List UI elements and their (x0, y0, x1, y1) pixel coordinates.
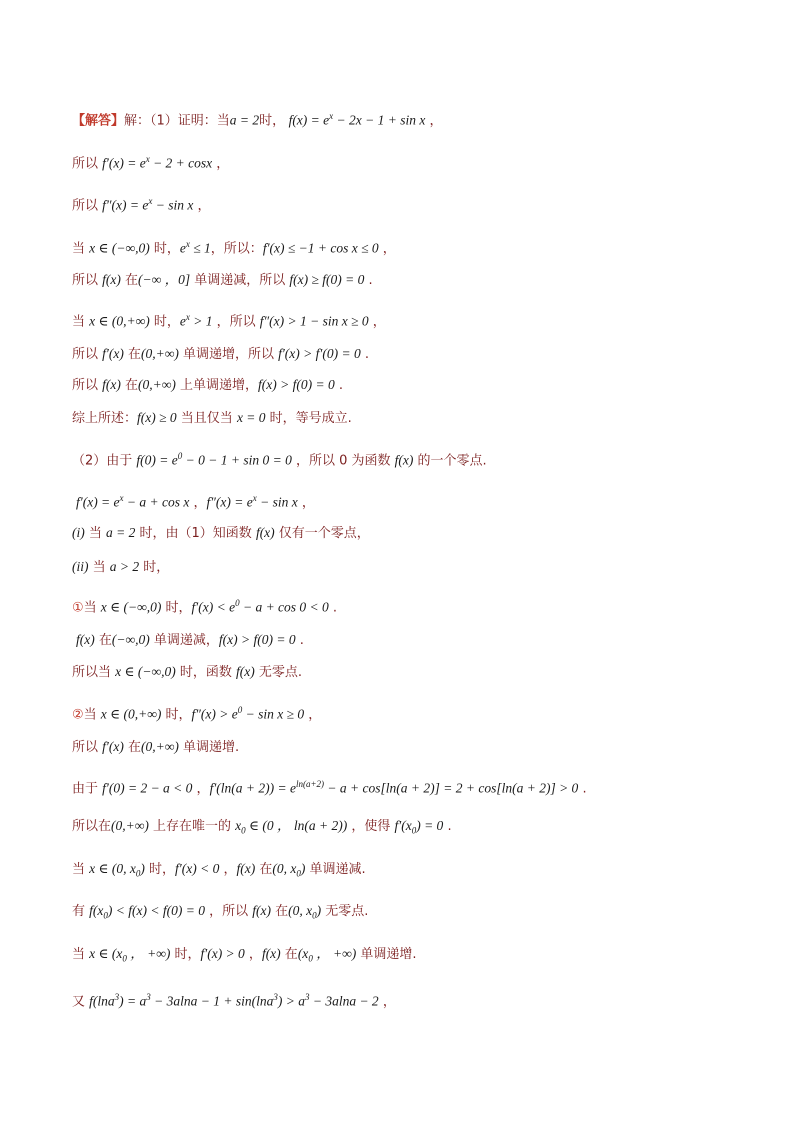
text-line (72, 308, 386, 331)
math-text: (x (297, 946, 309, 961)
math-text: 0 (235, 598, 240, 608)
line-text: 所以 (72, 378, 103, 393)
line-text: . (360, 347, 369, 362)
text-line (72, 150, 229, 173)
line-text: ， (304, 707, 322, 723)
line-text: 无零点. (254, 665, 302, 680)
line-text: 时，函数 (175, 665, 236, 680)
line-text: ， (378, 241, 396, 257)
math-text: ) = 0 (416, 818, 444, 833)
math-text: − a + cos x (123, 494, 190, 510)
math-text: ≤ 1 (189, 240, 211, 256)
math-text: x = 0 (236, 410, 266, 425)
line-text: 单调递减， (149, 633, 219, 648)
line-text: 时， (259, 113, 286, 129)
line-text: . (578, 781, 587, 797)
line-text: 的一个零点. (413, 453, 487, 469)
line-text: ， (192, 781, 210, 797)
math-text: (0, x (288, 903, 313, 918)
math-text: x ∈ (0,+∞) (100, 706, 162, 722)
line-text: 时， (161, 707, 192, 723)
line-text: ， (244, 947, 262, 962)
math-text: x (145, 154, 150, 164)
line-text: 有 (72, 904, 90, 919)
line-text: 时， (161, 600, 192, 616)
math-text: 0 (411, 825, 417, 836)
math-text: ) = a (119, 993, 147, 1009)
math-text: f″(x) > e (191, 706, 238, 722)
math-text: f′(0) = 2 − a < 0 (102, 780, 193, 796)
line-text: 所以当 (72, 665, 116, 680)
math-text: f′(x) < e (191, 599, 236, 615)
math-text: f(x) (102, 272, 121, 287)
math-text: − 3alna − 1 + sin(lna (150, 993, 274, 1009)
line-text: 又 (72, 994, 90, 1010)
math-text: 0 (237, 705, 243, 715)
text-line (72, 107, 443, 130)
math-text: − sin x (256, 494, 298, 510)
line-text: 当 (72, 862, 90, 877)
line-text: 当 (83, 707, 101, 723)
math-text: f(x) (102, 377, 121, 392)
math-text: 3 (146, 992, 151, 1002)
text-line (72, 594, 337, 617)
line-text: 所以 (72, 273, 103, 288)
math-text: 0 (177, 451, 183, 461)
text-line (72, 409, 352, 428)
line-text: ， (378, 994, 396, 1010)
math-text: f′(x) < 0 (175, 861, 220, 876)
text-line (72, 447, 487, 470)
math-text: (−∞ ，0] (138, 272, 191, 287)
line-text: 单调递减，所以 (190, 273, 290, 288)
line-text: 在 (280, 947, 298, 962)
text-line (72, 345, 369, 364)
math-text: f(x) ≥ f(0) = 0 (289, 272, 365, 287)
math-text: ) > a (277, 993, 305, 1009)
line-text: ， (219, 862, 237, 877)
math-text: 0 (241, 825, 246, 836)
math-text: − 2 + cosx (149, 155, 213, 171)
line-text: ② (72, 707, 84, 723)
math-text: − a + cos[ln(a + 2)] = 2 + cos[ln(a + 2)] > 0 (324, 780, 579, 796)
text-line (72, 376, 343, 395)
text-line (76, 631, 304, 650)
math-text: (0,+∞) (140, 346, 179, 361)
text-line (72, 271, 373, 290)
line-text: ， (193, 198, 211, 214)
line-text: 所以在 (72, 819, 112, 834)
math-text: ) (300, 861, 306, 876)
text-line (72, 988, 396, 1011)
line-text: 单调递增，所以 (178, 347, 279, 362)
line-text: ① (72, 600, 84, 616)
math-text: ln(a+2) (295, 779, 325, 789)
line-text: 单调递增. (356, 947, 417, 962)
line-text: 在 (94, 633, 112, 648)
math-text: − 3alna − 2 (309, 993, 379, 1009)
math-text: f(x) (236, 861, 256, 876)
line-text: . (295, 633, 304, 648)
line-text: ，使得 (347, 819, 395, 834)
line-text: ， (189, 495, 207, 511)
math-text: f′(x) > 0 (200, 946, 245, 961)
line-text: ， (212, 156, 230, 172)
math-text: 0 (308, 953, 313, 964)
answer-label: 【解答】 (72, 113, 125, 129)
line-text: 在 (120, 273, 139, 288)
text-line (72, 524, 370, 543)
line-text: ，所以 (212, 314, 260, 330)
math-text: f(x (89, 903, 104, 918)
text-line (72, 860, 366, 883)
math-text: ) (140, 861, 145, 876)
math-text: 0 (312, 910, 317, 921)
math-text: x (185, 312, 190, 322)
math-text: x ∈ (−∞,0) (115, 664, 176, 679)
math-text: f(lna (89, 993, 115, 1009)
line-text: 当且仅当 (176, 411, 237, 426)
math-text: f(x) > f(0) = 0 (218, 632, 296, 647)
math-text: f′(x (394, 818, 412, 833)
math-text: − 0 − 1 + sin 0 = 0 (182, 452, 292, 468)
math-text: 0 (103, 910, 108, 921)
text-line (72, 817, 452, 840)
math-text: f′(x) = e (102, 155, 146, 171)
line-text: . (443, 819, 452, 834)
line-text: 仅有一个零点， (274, 526, 370, 541)
math-text: e (179, 313, 186, 329)
math-text: ∈ (0 ， ln(a + 2)) (245, 818, 348, 833)
math-text: x (252, 493, 257, 503)
math-text: − a + cos 0 < 0 (239, 599, 329, 615)
text-line (72, 192, 210, 215)
math-text: 3 (114, 992, 120, 1002)
line-text: 无零点. (321, 904, 369, 919)
line-text: 在 (123, 740, 141, 755)
line-text: 时， (139, 560, 170, 575)
math-text: − sin x ≥ 0 (242, 706, 305, 722)
line-text: ， (368, 314, 386, 330)
line-text: 当 (88, 560, 110, 575)
math-text: f(x) (255, 525, 275, 540)
line-text: （2）由于 (72, 453, 137, 469)
line-text: 当 (72, 241, 90, 257)
text-line (72, 663, 302, 682)
line-text: 当 (72, 314, 90, 330)
line-text: 所以 (72, 156, 103, 172)
math-text: (0,+∞) (111, 818, 149, 833)
text-line (72, 701, 321, 724)
math-text: (0, x (272, 861, 297, 876)
math-text: x (329, 111, 334, 121)
line-text: 上存在唯一的 (148, 819, 236, 834)
math-text: (0,+∞) (140, 739, 179, 754)
line-text: 当 (84, 526, 107, 541)
math-text: f′(ln(a + 2)) = e (209, 780, 296, 796)
math-text: ) < f(x) < f(0) = 0 (107, 903, 205, 918)
math-text: a > 2 (109, 559, 140, 574)
text-line (72, 738, 239, 757)
math-text: ， +∞) (312, 946, 357, 961)
math-text: 0 (296, 868, 301, 879)
line-text: ， (297, 495, 315, 511)
math-text: x (119, 493, 124, 503)
math-text: (i) (72, 525, 85, 540)
math-text: a = 2 (229, 112, 260, 128)
line-text: 上单调递增， (175, 378, 259, 393)
math-text: 0 (135, 868, 141, 879)
math-text: x ∈ (0,+∞) (89, 313, 150, 329)
line-text: 时，等号成立. (265, 411, 352, 426)
line-text: 综上所述： (72, 411, 138, 426)
line-text: 时， (149, 241, 180, 257)
text-line (72, 775, 587, 798)
text-line (72, 558, 169, 577)
math-text: f(x) (236, 664, 255, 679)
line-text: 在 (120, 378, 139, 393)
line-text: 所以 (72, 347, 103, 362)
math-text: f′(x) > f′(0) = 0 (278, 346, 361, 361)
math-text: 3 (304, 992, 310, 1002)
line-text: ，所以 0 为函数 (291, 453, 395, 469)
line-text: 在 (255, 862, 273, 877)
line-text: 解：（1）证明：当 (124, 113, 230, 129)
math-text: f(x) ≥ 0 (137, 410, 177, 425)
line-text: ， (425, 113, 443, 129)
math-text: ， +∞) (126, 946, 171, 961)
math-text: x ∈ (−∞,0) (89, 240, 150, 256)
line-text: 单调递减. (305, 862, 366, 877)
math-text: f″(x) = e (206, 494, 253, 510)
math-text: x (235, 818, 242, 833)
line-text: . (328, 600, 338, 616)
math-text: ) (316, 903, 322, 918)
math-text: 3 (273, 992, 278, 1002)
math-text: f′(x) (102, 346, 124, 361)
math-text: x (148, 196, 153, 206)
math-text: f(x) (76, 632, 95, 647)
math-text: 0 (122, 953, 127, 964)
line-text: 所以 (72, 198, 103, 214)
math-text: (−∞,0) (111, 632, 150, 647)
math-text: f′(x) ≤ −1 + cos x ≤ 0 (262, 240, 379, 256)
math-text: f′(x) (102, 739, 124, 754)
line-text: 所以 (72, 740, 103, 755)
text-line (72, 902, 368, 925)
line-text: 当 (72, 947, 90, 962)
math-text: − sin x (152, 197, 194, 213)
text-line (72, 235, 396, 258)
line-text: 时， (170, 947, 201, 962)
math-text: f(x) (261, 946, 281, 961)
math-text: f(0) = e (136, 452, 178, 468)
math-text: (ii) (72, 559, 89, 574)
math-text: f′(x) = e (76, 494, 120, 510)
math-text: f(x) (394, 452, 414, 468)
math-text: x ∈ (−∞,0) (100, 599, 162, 615)
line-text: 时，由（1）知函数 (135, 526, 256, 541)
line-text: 时， (149, 314, 180, 330)
math-text: f(x) (252, 903, 271, 918)
math-text: a = 2 (106, 525, 136, 540)
math-text: x ∈ (x (89, 946, 123, 961)
line-text: 在 (270, 904, 289, 919)
line-text: 当 (83, 600, 101, 616)
line-text: . (364, 273, 373, 288)
math-text: x ∈ (0, x (89, 861, 136, 876)
math-text: f(x) = e (285, 112, 330, 128)
text-line (76, 489, 315, 512)
text-line (72, 945, 417, 968)
math-text: f″(x) > 1 − sin x ≥ 0 (259, 313, 369, 329)
line-text: . (334, 378, 343, 393)
line-text: ，所以： (210, 241, 263, 257)
math-text: f″(x) = e (102, 197, 149, 213)
math-text: > 1 (189, 313, 213, 329)
line-text: 在 (123, 347, 141, 362)
line-text: 时， (144, 862, 176, 877)
math-text: x (185, 239, 190, 249)
line-text: ，所以 (204, 904, 253, 919)
line-text: 由于 (72, 781, 103, 797)
line-text: 单调递增. (178, 740, 240, 755)
math-text: e (179, 240, 186, 256)
math-text: f(x) > f(0) = 0 (258, 377, 335, 392)
math-text: − 2x − 1 + sin x (333, 112, 426, 128)
math-text: (0,+∞) (138, 377, 176, 392)
